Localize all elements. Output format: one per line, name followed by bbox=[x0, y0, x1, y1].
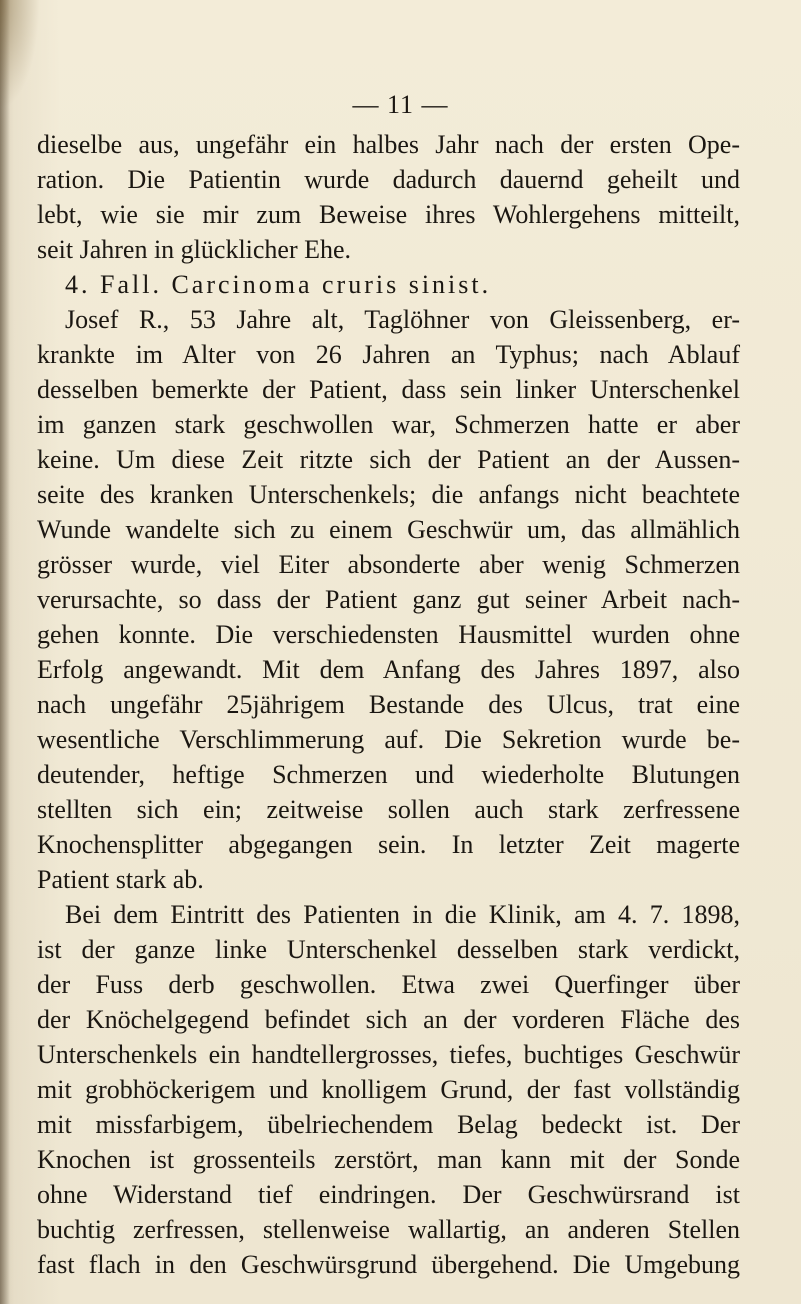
text-line: ist der ganze linke Unterschenkel desselben stark verdickt, bbox=[37, 935, 740, 964]
text-line: grösser wurde, viel Eiter absonderte aber wenig Schmerzen bbox=[37, 550, 740, 579]
page-number: — 11 — bbox=[352, 90, 449, 119]
text-line: deutender, heftige Schmerzen und wiederholte Blutungen bbox=[37, 760, 740, 789]
text-line: buchtig zerfressen, stellenweise wallartig, an anderen Stellen bbox=[37, 1215, 740, 1244]
text-line: der Knöchelgegend befindet sich an der vorderen Fläche des bbox=[37, 1005, 740, 1034]
text-line: Unterschenkels ein handtellergrosses, tiefes, buchtiges Geschwür bbox=[37, 1040, 740, 1069]
text-line: krankte im Alter von 26 Jahren an Typhus; nach Ablauf bbox=[37, 340, 740, 369]
text-line: seite des kranken Unterschenkels; die anfangs nicht beachtete bbox=[37, 480, 740, 509]
text-line: gehen konnte. Die verschiedensten Hausmittel wurden ohne bbox=[37, 620, 740, 649]
text-line: Patient stark ab. bbox=[37, 865, 204, 894]
text-line: mit missfarbigem, übelriechendem Belag bedeckt ist. Der bbox=[37, 1110, 740, 1139]
text-line: lebt, wie sie mir zum Beweise ihres Wohlergehens mitteilt, bbox=[37, 200, 740, 229]
text-line: ohne Widerstand tief eindringen. Der Geschwürsrand ist bbox=[37, 1180, 740, 1209]
text-line: Josef R., 53 Jahre alt, Taglöhner von Gleissenberg, er- bbox=[65, 305, 740, 334]
text-line: dieselbe aus, ungefähr ein halbes Jahr nach der ersten Ope- bbox=[37, 130, 740, 159]
text-line: Wunde wandelte sich zu einem Geschwür um, das allmählich bbox=[37, 515, 740, 544]
text-line: Erfolg angewandt. Mit dem Anfang des Jahres 1897, also bbox=[37, 655, 740, 684]
text-line: der Fuss derb geschwollen. Etwa zwei Querfinger über bbox=[37, 970, 740, 999]
case-heading: 4. Fall. Carcinoma cruris sinist. bbox=[65, 270, 492, 299]
text-line: seit Jahren in glücklicher Ehe. bbox=[37, 235, 352, 264]
text-line: keine. Um diese Zeit ritzte sich der Patient an der Aussen- bbox=[37, 445, 740, 474]
text-line: wesentliche Verschlimmerung auf. Die Sekretion wurde be- bbox=[37, 725, 740, 754]
text-line: Knochensplitter abgegangen sein. In letzter Zeit magerte bbox=[37, 830, 740, 859]
text-line: stellten sich ein; zeitweise sollen auch stark zerfressene bbox=[37, 795, 740, 824]
text-line: im ganzen stark geschwollen war, Schmerzen hatte er aber bbox=[37, 410, 740, 439]
text-line: nach ungefähr 25jährigem Bestande des Ulcus, trat eine bbox=[37, 690, 740, 719]
text-line: desselben bemerkte der Patient, dass sein linker Unterschenkel bbox=[37, 375, 740, 404]
text-line: Knochen ist grossenteils zerstört, man kann mit der Sonde bbox=[37, 1145, 740, 1174]
text-line: verursachte, so dass der Patient ganz gut seiner Arbeit nach- bbox=[37, 585, 740, 614]
text-line: mit grobhöckerigem und knolligem Grund, der fast vollständig bbox=[37, 1075, 740, 1104]
text-line: Bei dem Eintritt des Patienten in die Klinik, am 4. 7. 1898, bbox=[65, 900, 740, 929]
text-line: fast flach in den Geschwürsgrund übergehend. Die Umgebung bbox=[37, 1250, 740, 1279]
text-line: ration. Die Patientin wurde dadurch dauernd geheilt und bbox=[37, 165, 740, 194]
